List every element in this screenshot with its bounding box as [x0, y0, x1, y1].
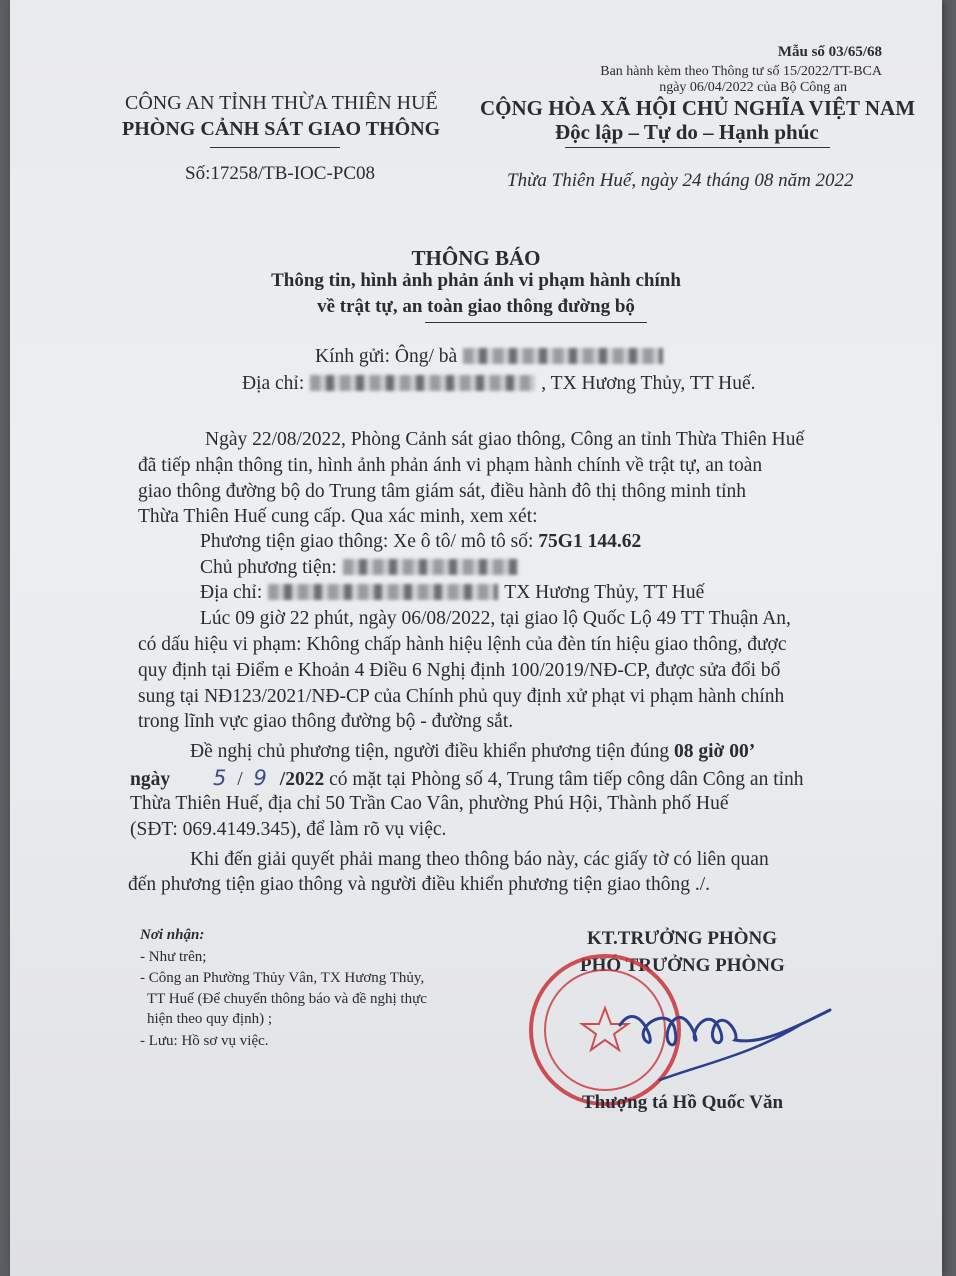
- address-tail: , TX Hương Thủy, TT Huế.: [541, 373, 756, 394]
- appointment-time: 08 giờ 00’: [674, 741, 756, 762]
- p3-line1: [190, 740, 755, 764]
- license-plate: 75G1 144.62: [538, 531, 642, 552]
- address-label: Địa chỉ:: [242, 373, 305, 394]
- p2-line1: Lúc 09 giờ 22 phút, ngày 06/08/2022, tại giao lộ Quốc Lộ 49 TT Thuận An,: [200, 608, 791, 629]
- appointment-year: /2022: [279, 769, 325, 790]
- redacted-owner: [343, 559, 518, 575]
- p2-line4: sung tại NĐ123/2021/NĐ-CP của Chính phủ quy định xử phạt vi phạm hành chính: [138, 686, 785, 707]
- form-issued-line1: Ban hành kèm theo Thông tư số 15/2022/TT-BCA: [600, 64, 882, 79]
- p1-line3: giao thông đường bộ do Trung tâm giám sát, điều hành đô thị thông minh tỉnh: [138, 481, 747, 502]
- p3-line2-tail: có mặt tại Phòng số 4, Trung tâm tiếp công dân Công an tỉnh: [329, 769, 804, 790]
- motto-underline: [565, 147, 830, 148]
- p3-text: Đề nghị chủ phương tiện, người điều khiển phương tiện đúng: [190, 741, 670, 762]
- national-motto: Độc lập – Tự do – Hạnh phúc: [555, 120, 819, 144]
- owner-line: [200, 556, 524, 580]
- document-title: THÔNG BÁO: [411, 246, 541, 270]
- signer-name: Thượng tá Hồ Quốc Văn: [582, 1092, 784, 1113]
- document-subtitle-1: Thông tin, hình ảnh phản ánh vi phạm hành chính: [271, 270, 681, 291]
- p2-line3: quy định tại Điểm e Khoản 4 Điều 6 Nghị định 100/2019/NĐ-CP, được sửa đổi bổ: [138, 660, 781, 681]
- p3-line3: Thừa Thiên Huế, địa chỉ 50 Trần Cao Vân, phường Phú Hội, Thành phố Huế: [130, 793, 729, 814]
- document-number: Số:17258/TB-IOC-PC08: [185, 163, 376, 184]
- p2-line2: có dấu hiệu vi phạm: Không chấp hành hiệu lệnh của đèn tín hiệu giao thông, được: [138, 634, 787, 655]
- handwritten-month: 9: [253, 766, 267, 790]
- signature-scribble: [600, 985, 840, 1095]
- owner-address-label: Địa chỉ:: [200, 582, 263, 603]
- recipient-2-line1: - Công an Phường Thủy Vân, TX Hương Thủy,: [140, 970, 425, 986]
- vehicle-label: Phương tiện giao thông: Xe ô tô/ mô tô số:: [200, 531, 534, 552]
- addressee-label: Kính gửi: Ông/ bà: [315, 346, 458, 367]
- owner-label: Chủ phương tiện:: [200, 557, 337, 578]
- redacted-name: [463, 348, 663, 364]
- owner-address-tail: TX Hương Thủy, TT Huế: [504, 582, 705, 603]
- p1-line4: Thừa Thiên Huế cung cấp. Qua xác minh, xem xét:: [138, 506, 538, 527]
- issuer-agency: CÔNG AN TỈNH THỪA THIÊN HUẾ: [125, 92, 438, 114]
- vehicle-line: [200, 530, 641, 554]
- issuer-department: PHÒNG CẢNH SÁT GIAO THÔNG: [122, 118, 441, 140]
- signer-role-1: KT.TRƯỞNG PHÒNG: [587, 928, 777, 949]
- handwritten-day: 5: [212, 766, 227, 790]
- p4-line1: Khi đến giải quyết phải mang theo thông báo này, các giấy tờ có liên quan: [190, 849, 769, 870]
- owner-address-line: [200, 581, 704, 605]
- recipients-heading: Nơi nhận:: [140, 927, 205, 943]
- document-date: Thừa Thiên Huế, ngày 24 tháng 08 năm 2022: [507, 170, 854, 191]
- form-issued-line2: ngày 06/04/2022 của Bộ Công an: [659, 80, 847, 95]
- p3-line2: ngày 5 / 9 /2022 có mặt tại Phòng số 4, Trung tâm tiếp công dân Công an tỉnh: [130, 766, 804, 790]
- recipient-2-line2: TT Huế (Để chuyển thông báo và đề nghị thực: [147, 991, 427, 1007]
- national-title: CỘNG HÒA XÃ HỘI CHỦ NGHĨA VIỆT NAM: [480, 96, 916, 120]
- p2-line5: trong lĩnh vực giao thông đường bộ - đường sắt.: [138, 711, 514, 732]
- document-page: [10, 0, 942, 1276]
- document-subtitle-2: về trật tự, an toàn giao thông đường bộ: [317, 296, 635, 317]
- p1-line1: Ngày 22/08/2022, Phòng Cảnh sát giao thông, Công an tỉnh Thừa Thiên Huế: [205, 429, 805, 450]
- day-label: ngày: [130, 769, 171, 790]
- p3-line4: (SĐT: 069.4149.345), để làm rõ vụ việc.: [130, 819, 447, 840]
- recipient-3: - Lưu: Hồ sơ vụ việc.: [140, 1033, 269, 1049]
- recipient-1: - Như trên;: [140, 949, 207, 965]
- p4-line2: đến phương tiện giao thông và người điều khiển phương tiện giao thông ./.: [128, 874, 711, 895]
- form-number: Mẫu số 03/65/68: [777, 44, 882, 60]
- address-line: [242, 372, 756, 396]
- signer-role-2: PHÓ TRƯỞNG PHÒNG: [580, 955, 785, 976]
- addressee-line: [315, 345, 669, 369]
- p1-line2: đã tiếp nhận thông tin, hình ảnh phản ánh vi phạm hành chính về trật tự, an toàn: [138, 455, 763, 476]
- title-underline: [425, 322, 647, 323]
- redacted-address: [310, 375, 535, 391]
- redacted-owner-address: [268, 584, 498, 600]
- issuer-underline: [210, 147, 340, 148]
- recipient-2-line3: hiện theo quy định) ;: [147, 1011, 272, 1027]
